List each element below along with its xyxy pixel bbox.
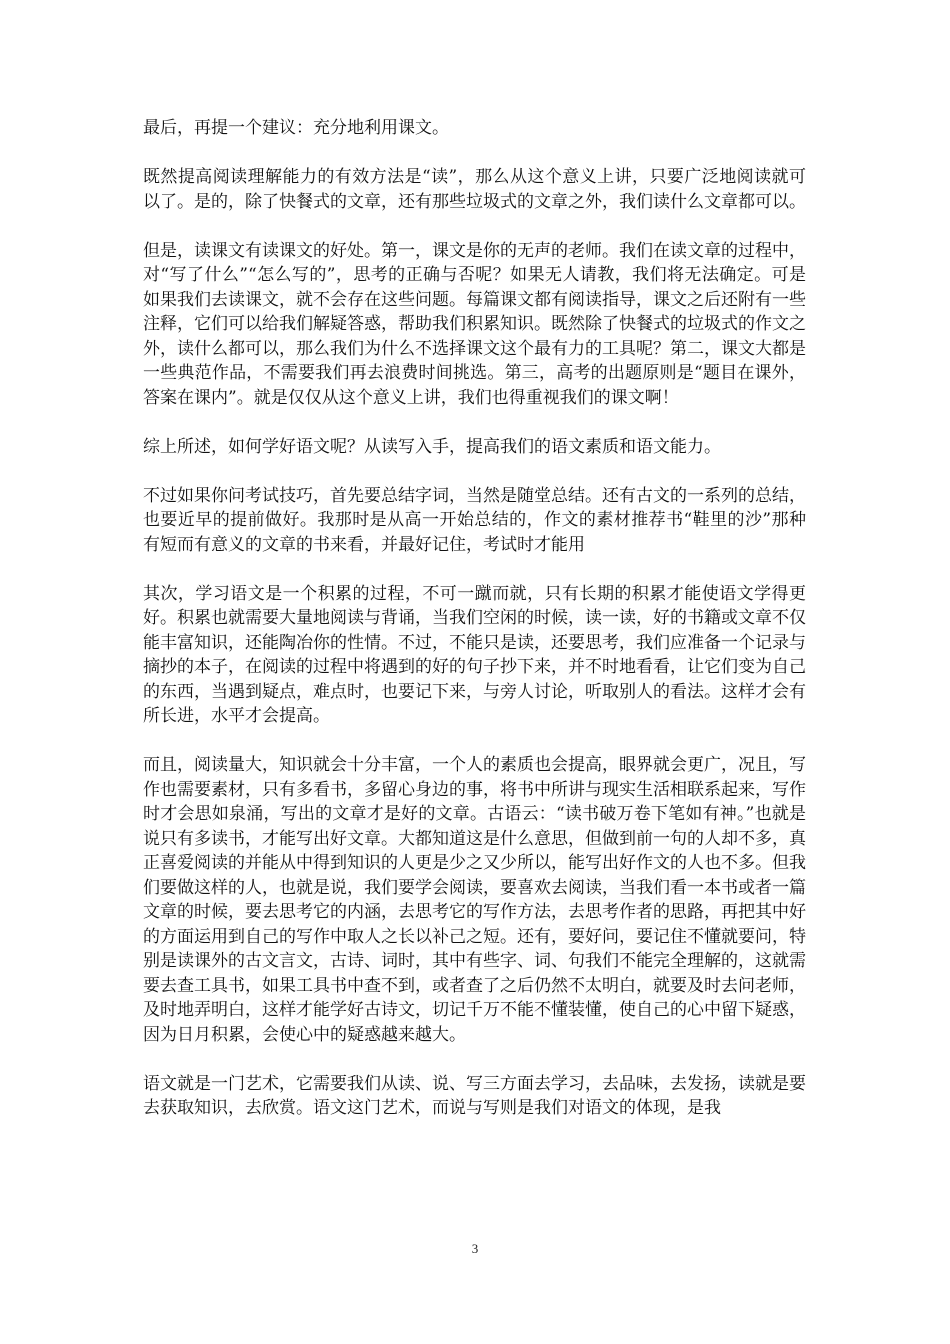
paragraph: 综上所述，如何学好语文呢？从读写入手，提高我们的语文素质和语文能力。 <box>143 436 721 457</box>
paragraph: 既然提高阅读理解能力的有效方法是“读”，那么从这个意义上讲，只要广泛地阅读就可以了。是的，除了快餐式的文章，还有那些垃圾式的文章之外，我们读什么文章都可以。 <box>143 167 806 212</box>
paragraph: 不过如果你问考试技巧，首先要总结字词，当然是随堂总结。还有古文的一系列的总结，也要近早的提前做好。我那时是从高一开始总结的，作文的素材推荐书“鞋里的沙”那种有短而有意义的文章的书来看，并最好记住，考试时才能用 <box>143 485 806 555</box>
document-body <box>143 116 806 1145</box>
page-number: 3 <box>471 1241 479 1256</box>
paragraph: 最后，再提一个建议：充分地利用课文。 <box>143 118 449 138</box>
paragraph: 其次，学习语文是一个积累的过程，不可一蹴而就，只有长期的积累才能使语文学得更好。积累也就需要大量地阅读与背诵，当我们空闲的时候，读一读，好的书籍或文章不仅能丰富知识，还能陶冶你的性情。不过，不能只是读，还要思考，我们应准备一个记录与摘抄的本子，在阅读的过程中将遇到的好的句子抄下来，并不时地看看，让它们变为自己的东西，当遇到疑点，难点时，也要记下来，与旁人讨论，听取别人的看法。这样才会有所长进，水平才会提高。 <box>143 583 806 726</box>
paragraph: 而且，阅读量大，知识就会十分丰富，一个人的素质也会提高，眼界就会更广，况且，写作也需要素材，只有多看书，多留心身边的事，将书中所讲与现实生活相联系起来，写作时才会思如泉涌，写出的文章才是好的文章。古语云：“读书破万卷下笔如有神。”也就是说只有多读书，才能写出好文章。大都知道这是什么意思，但做到前一句的人却不多，真正喜爱阅读的并能从中得到知识的人更是少之又少所以，能写出好作文的人也不多。但我们要做这样的人，也就是说，我们要学会阅读，要喜欢去阅读，当我们看一本书或者一篇文章的时候，要去思考它的内涵，去思考它的写作方法，去思考作者的思路，再把其中好的方面运用到自己的写作中取人之长以补己之短。还有，要好问，要记住不懂就要问，特别是读课外的古文言文，古诗、词时，其中有些字、词、句我们不能完全理解的，这就需要去查工具书，如果工具书中查不到，或者查了之后仍然不太明白，就要及时去问老师，及时地弄明白，这样才能学好古诗文，切记千万不能不懂装懂，使自己的心中留下疑惑，因为日月积累，会使心中的疑惑越来越大。 <box>143 755 806 1045</box>
paragraph: 语文就是一门艺术，它需要我们从读、说、写三方面去学习，去品味，去发扬，读就是要去获取知识，去欣赏。语文这门艺术，而说与写则是我们对语文的体现，是我 <box>143 1073 806 1118</box>
paragraph: 但是，读课文有读课文的好处。第一，课文是你的无声的老师。我们在读文章的过程中，对“写了什么”“怎么写的”，思考的正确与否呢？如果无人请教，我们将无法确定。可是如果我们去读课文，就不会存在这些问题。每篇课文都有阅读指导，课文之后还附有一些注释，它们可以给我们解疑答惑，帮助我们积累知识。既然除了快餐式的垃圾式的作文之外，读什么都可以，那么我们为什么不选择课文这个最有力的工具呢？第二，课文大都是一些典范作品，不需要我们再去浪费时间挑选。第三，高考的出题原则是“题目在课外，答案在课内”。就是仅仅从这个意义上讲，我们也得重视我们的课文啊！ <box>143 240 806 408</box>
